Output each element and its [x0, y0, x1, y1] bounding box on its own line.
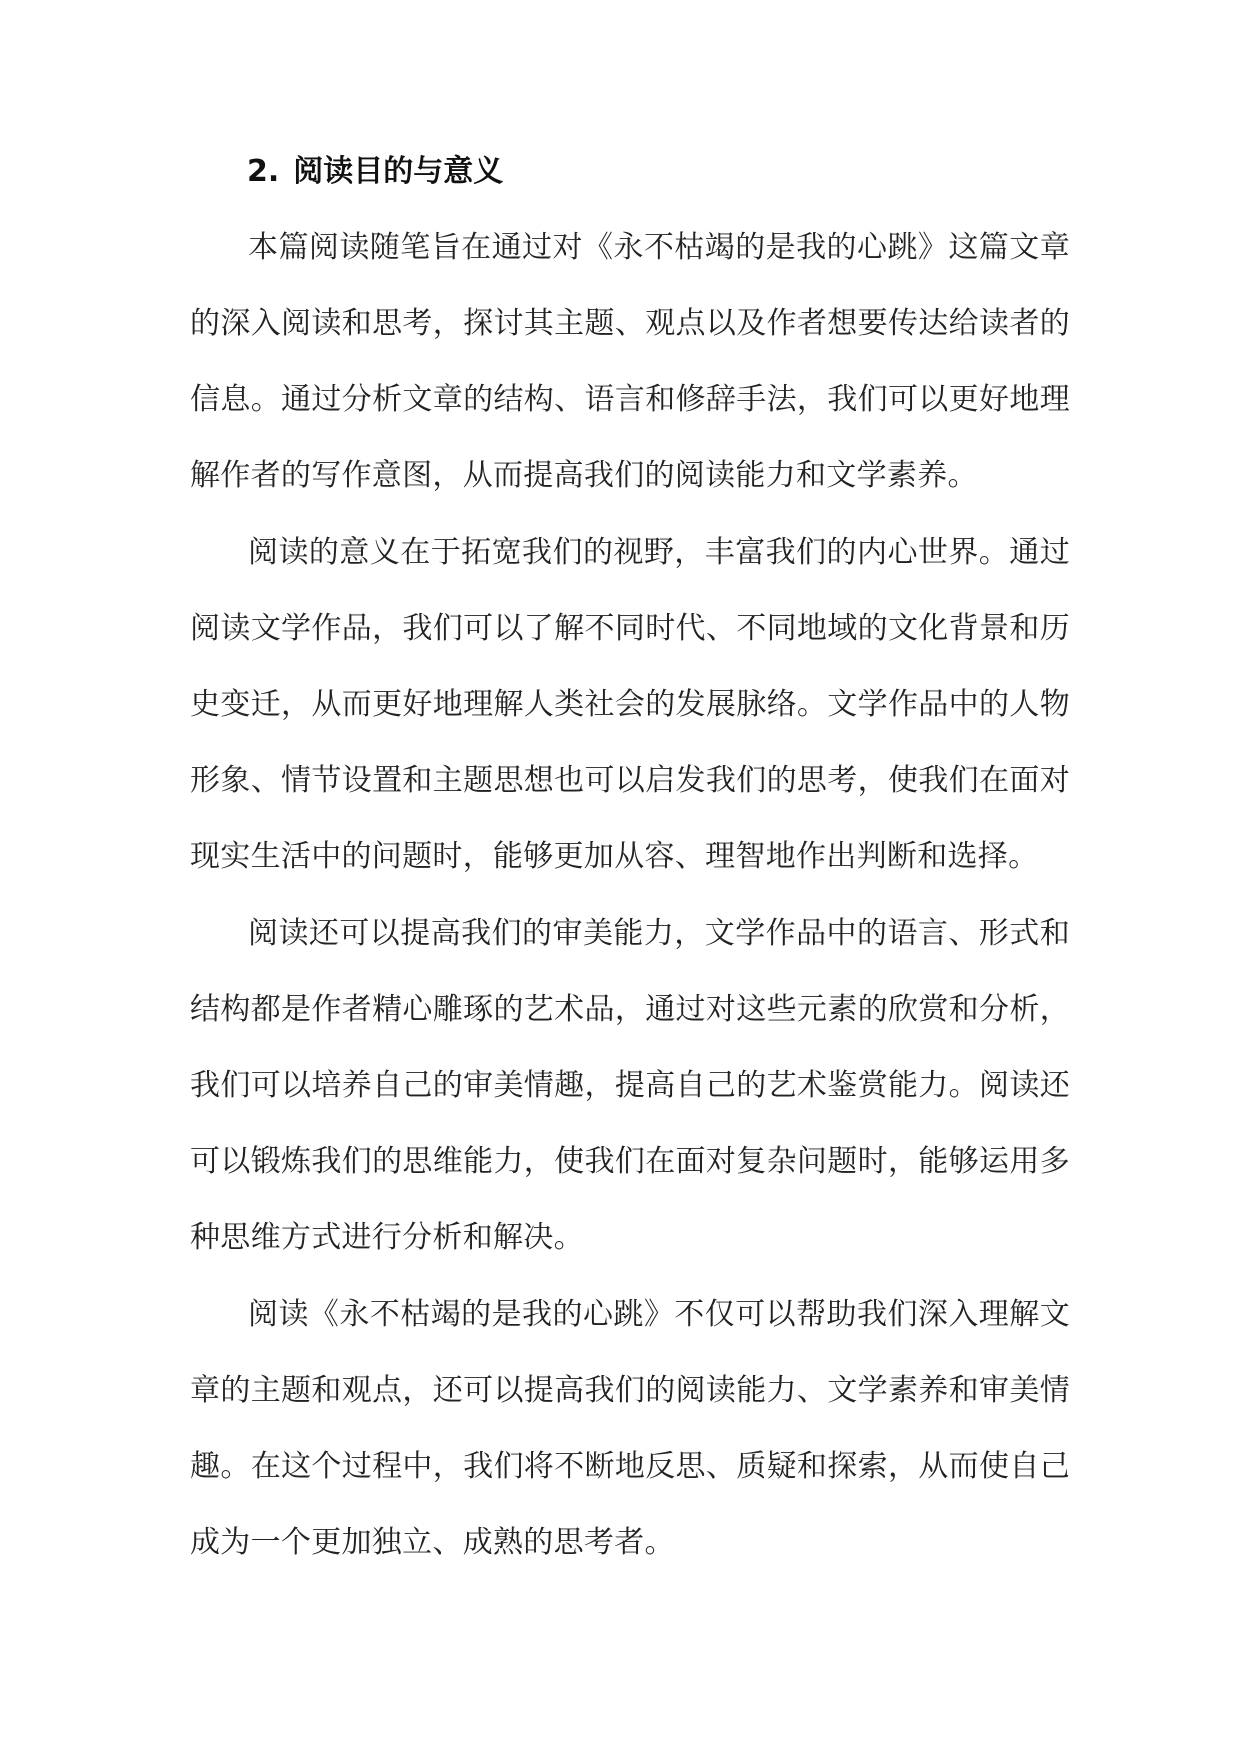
paragraph-conclusion	[190, 1277, 1070, 1581]
paragraph-text: 阅读还可以提高我们的审美能力，文学作品中的语言、形式和结构都是作者精心雕琢的艺术品，通过对这些元素的欣赏和分析，我们可以培养自己的审美情趣，提高自己的艺术鉴赏能力。阅读还可以锻炼我们的思维能力，使我们在面对复杂问题时，能够运用多种思维方式进行分析和解决。	[190, 916, 1070, 1255]
paragraph-aesthetics	[190, 896, 1070, 1276]
section-title: 阅读目的与意义	[293, 154, 504, 189]
paragraph-meaning	[190, 515, 1070, 895]
section-heading	[247, 150, 503, 194]
section-number: 2.	[247, 154, 280, 189]
paragraph-text: 阅读《永不枯竭的是我的心跳》不仅可以帮助我们深入理解文章的主题和观点，还可以提高我们的阅读能力、文学素养和审美情趣。在这个过程中，我们将不断地反思、质疑和探索，从而使自己成为一个更加独立、成熟的思考者。	[190, 1297, 1070, 1560]
paragraph-text: 本篇阅读随笔旨在通过对《永不枯竭的是我的心跳》这篇文章的深入阅读和思考，探讨其主题、观点以及作者想要传达给读者的信息。通过分析文章的结构、语言和修辞手法，我们可以更好地理解作者的写作意图，从而提高我们的阅读能力和文学素养。	[190, 230, 1070, 493]
paragraph-text: 阅读的意义在于拓宽我们的视野，丰富我们的内心世界。通过阅读文学作品，我们可以了解不同时代、不同地域的文化背景和历史变迁，从而更好地理解人类社会的发展脉络。文学作品中的人物形象、情节设置和主题思想也可以启发我们的思考，使我们在面对现实生活中的问题时，能够更加从容、理智地作出判断和选择。	[190, 535, 1070, 874]
paragraph-purpose	[190, 210, 1070, 514]
